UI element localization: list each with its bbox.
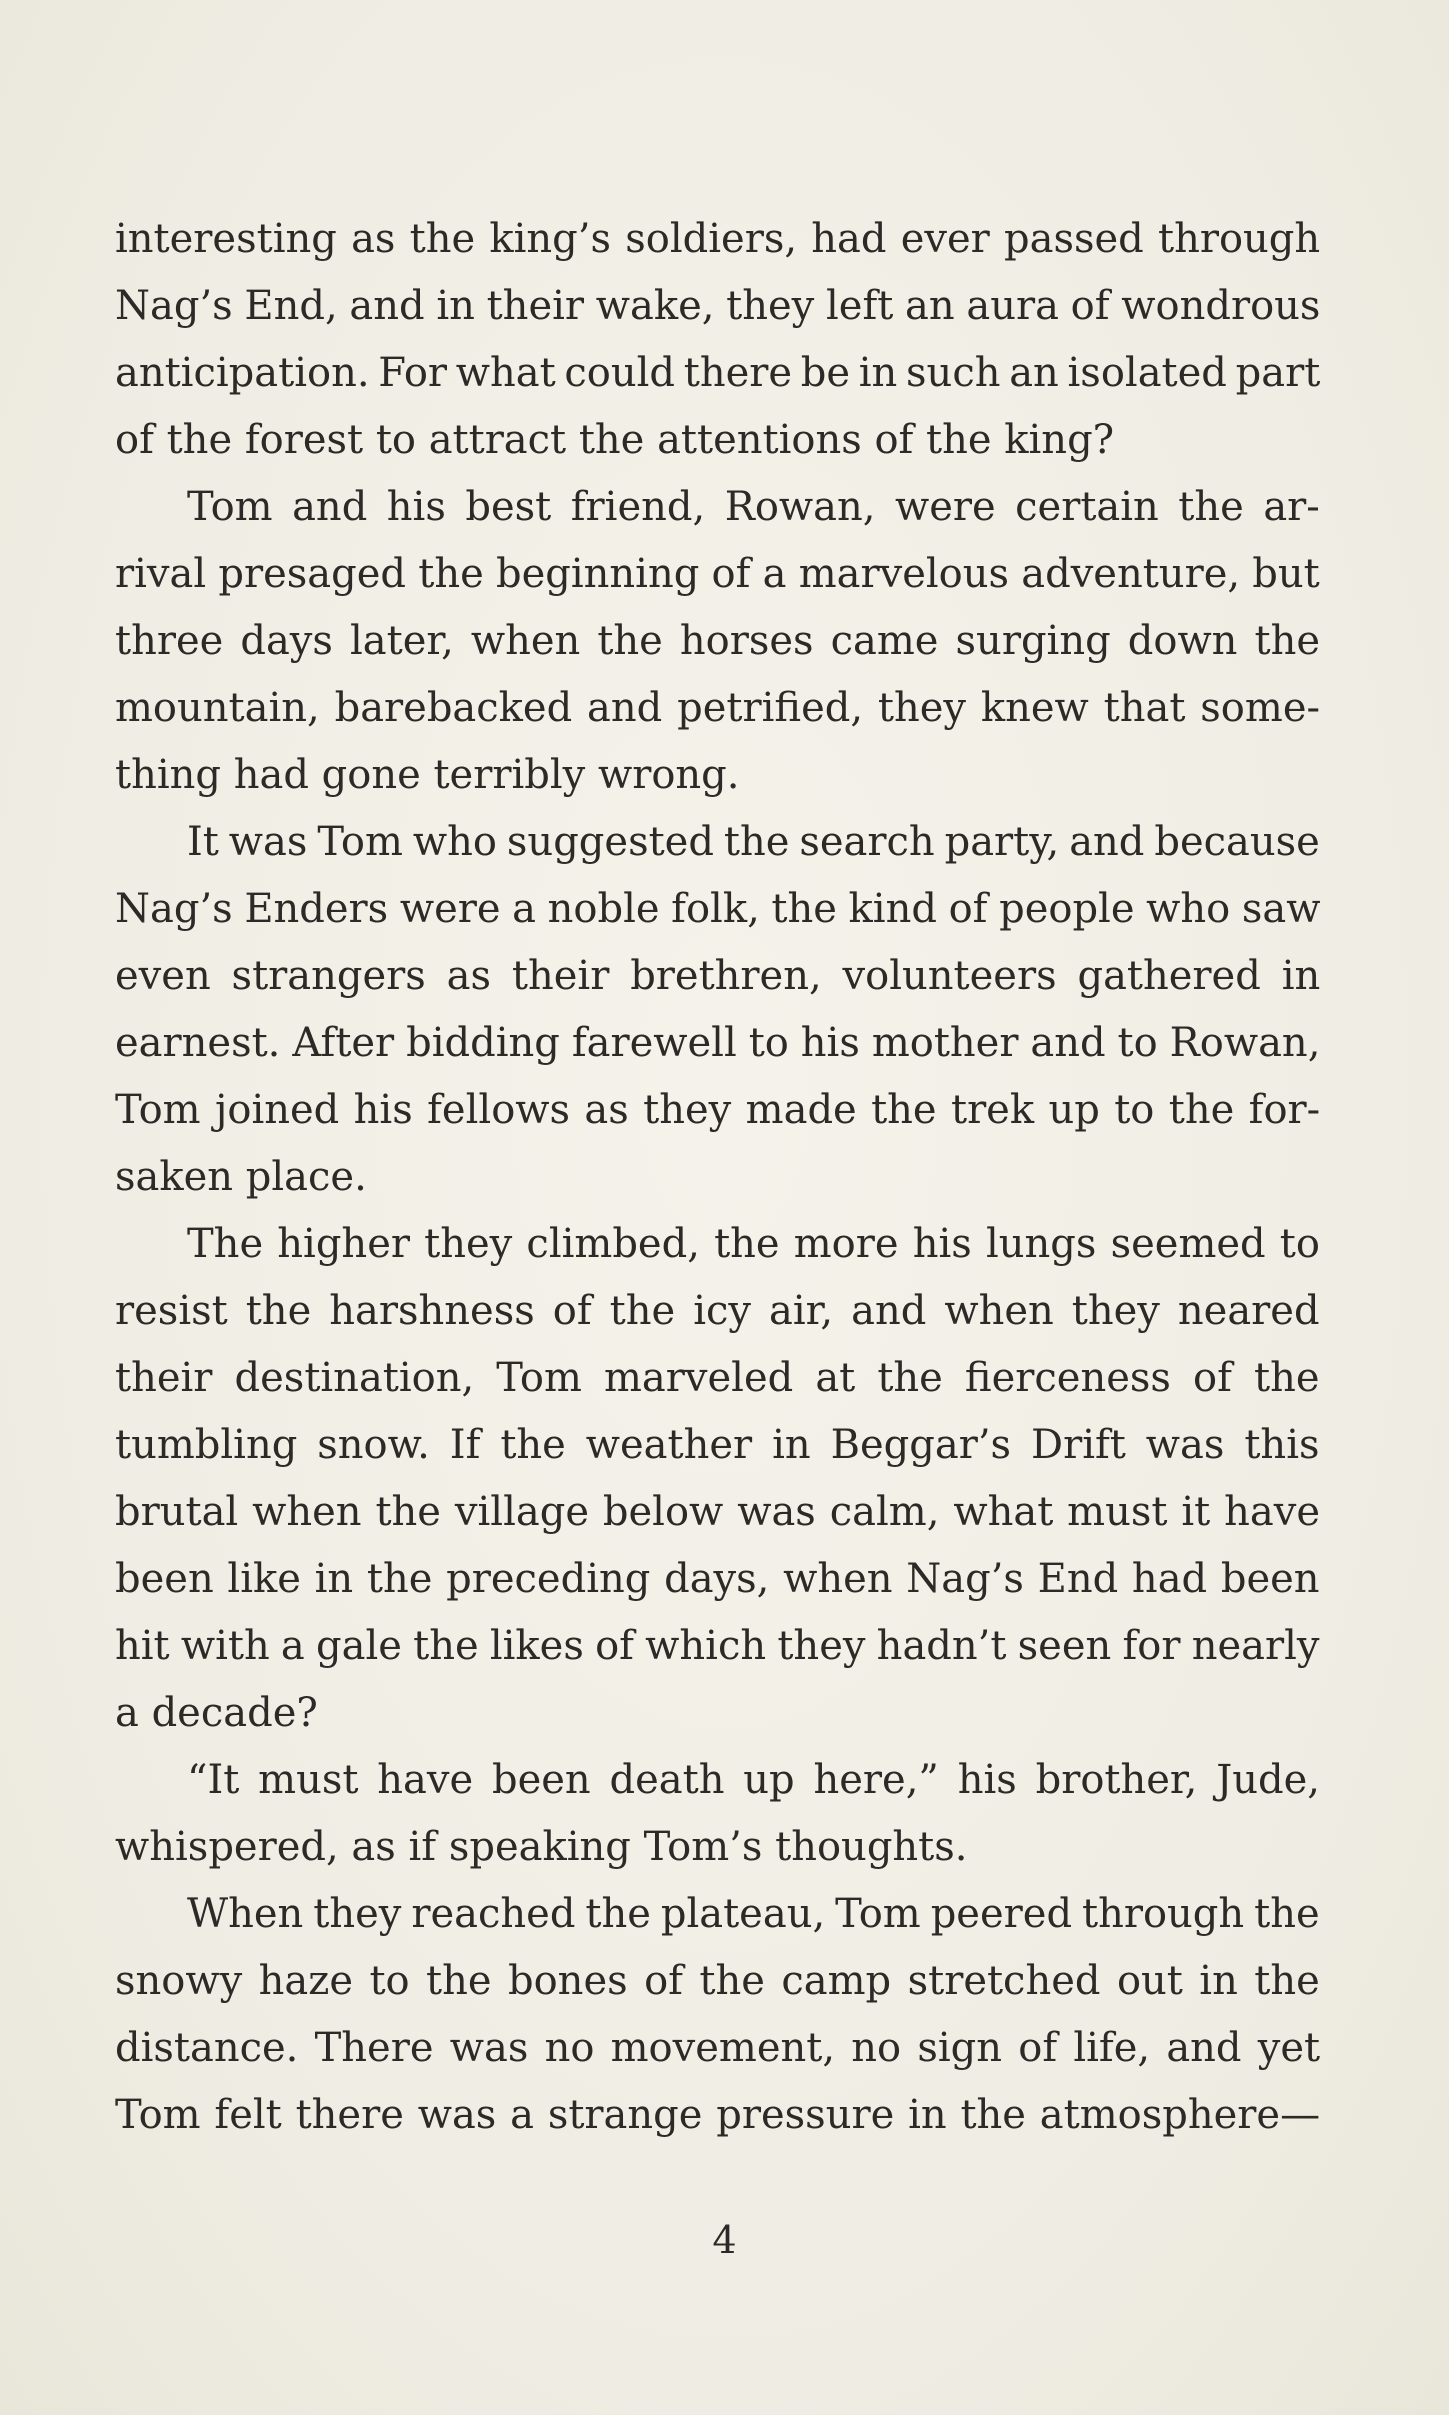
- text-line: their destination, Tom marveled at the fierceness of the: [115, 1355, 1320, 1401]
- text-line: hit with a gale the likes of which they hadn’t seen for nearly: [115, 1623, 1320, 1669]
- text-line: been like in the preceding days, when Nag’s End had been: [115, 1556, 1320, 1602]
- text-line: snowy haze to the bones of the camp stretched out in the: [115, 1958, 1320, 2004]
- text-line: It was Tom who suggested the search party, and because: [187, 819, 1320, 865]
- text-line: of the forest to attract the attentions of the king?: [115, 417, 1115, 463]
- text-line: tumbling snow. If the weather in Beggar’s Drift was this: [115, 1422, 1320, 1468]
- text-line: whispered, as if speaking Tom’s thoughts.: [115, 1824, 968, 1870]
- text-line: even strangers as their brethren, volunteers gathered in: [115, 953, 1321, 999]
- text-line: Nag’s End, and in their wake, they left an aura of wondrous: [115, 283, 1321, 329]
- text-line: Nag’s Enders were a noble folk, the kind of people who saw: [115, 886, 1321, 932]
- text-line: distance. There was no movement, no sign of life, and yet: [115, 2025, 1321, 2071]
- text-line: Tom and his best friend, Rowan, were certain the ar-: [187, 484, 1320, 530]
- text-line: Tom felt there was a strange pressure in the atmosphere—: [115, 2092, 1321, 2138]
- text-line: earnest. After bidding farewell to his mother and to Rowan,: [115, 1020, 1321, 1066]
- text-line: Tom joined his fellows as they made the trek up to the for-: [115, 1087, 1321, 1133]
- text-line: a decade?: [115, 1690, 318, 1736]
- text-line: When they reached the plateau, Tom peered through the: [187, 1891, 1320, 1937]
- text-line: interesting as the king’s soldiers, had ever passed through: [115, 216, 1321, 262]
- text-line: The higher they climbed, the more his lungs seemed to: [187, 1221, 1320, 1267]
- text-line: mountain, barebacked and petrified, they knew that some-: [115, 685, 1320, 731]
- text-line: brutal when the village below was calm, what must it have: [115, 1489, 1321, 1535]
- text-line: resist the harshness of the icy air, and when they neared: [115, 1288, 1320, 1334]
- text-line: saken place.: [115, 1154, 367, 1200]
- page-number: 4: [712, 2218, 737, 2262]
- text-line: rival presaged the beginning of a marvelous adventure, but: [115, 551, 1320, 597]
- text-line: anticipation. For what could there be in such an isolated part: [115, 350, 1321, 396]
- text-line: “It must have been death up here,” his brother, Jude,: [187, 1757, 1320, 1803]
- text-line: thing had gone terribly wrong.: [115, 752, 740, 798]
- text-line: three days later, when the horses came surging down the: [115, 618, 1320, 664]
